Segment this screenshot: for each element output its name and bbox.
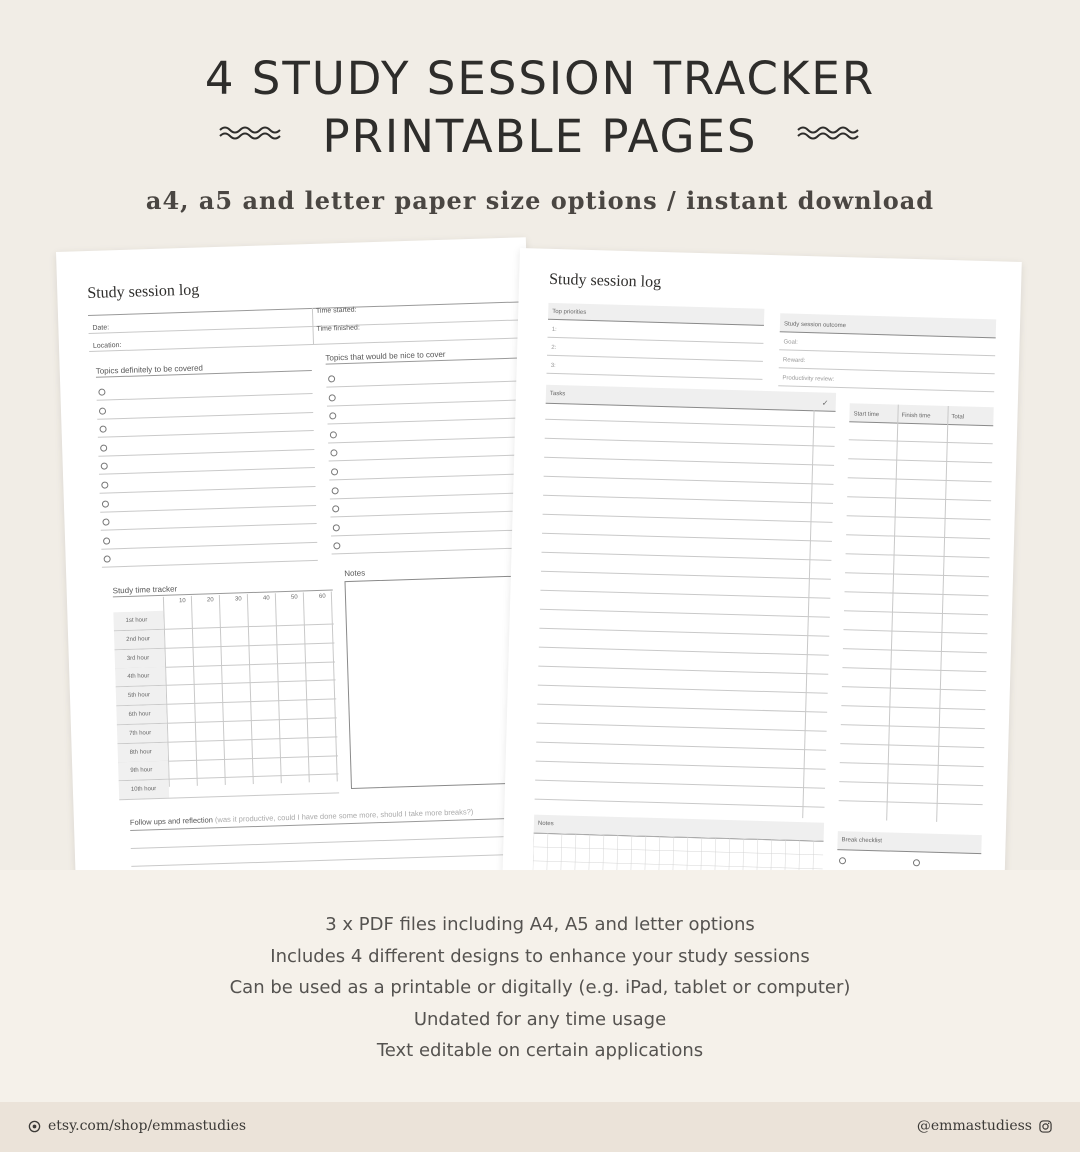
tracker-column-line (219, 595, 226, 785)
checkbox-circle (333, 524, 340, 531)
checklist-line (328, 417, 532, 424)
total-label: Total (951, 414, 965, 421)
task-line (540, 590, 830, 599)
priority-number: 2: (551, 344, 557, 352)
squiggle-right-ornament (796, 124, 862, 140)
checkbox-circle (330, 450, 337, 457)
feature-line: Includes 4 different designs to enhance your study sessions (270, 945, 810, 967)
top-priorities-label: Top priorities (552, 308, 587, 316)
checklist-line (329, 473, 533, 480)
task-line (544, 457, 834, 466)
time-log-line (839, 800, 983, 805)
minute-column-label: 60 (318, 593, 326, 600)
right-planner-page (502, 248, 1022, 902)
time-log-line (844, 610, 988, 615)
followups-hint: (was it productive, could I have done some more, should I take more breaks?) (214, 807, 474, 825)
checkbox-circle (333, 543, 340, 550)
time-log-line (845, 591, 989, 596)
time-log-line (845, 572, 989, 577)
minute-column-label: 40 (262, 595, 270, 602)
break-checkbox-circle (913, 859, 920, 866)
time-log-line (848, 458, 992, 463)
break-checkbox-circle (839, 857, 846, 864)
task-line (539, 647, 829, 656)
etsy-shop-icon (28, 1120, 41, 1133)
time-log-line (846, 534, 990, 539)
break-checklist-label: Break checklist (841, 837, 883, 845)
hour-row-label: 1st hour (125, 617, 148, 624)
header-rule (89, 319, 529, 334)
checklist-line (329, 455, 533, 462)
checklist-line (100, 486, 316, 494)
time-log-line (840, 762, 984, 767)
feature-line: Undated for any time usage (413, 1008, 667, 1030)
study-time-tracker-heading: Study time tracker (112, 584, 178, 596)
instagram-handle[interactable]: @emmastudiess (916, 1118, 1032, 1134)
checklist-line (330, 510, 534, 517)
checkbox-circle (101, 463, 108, 470)
header-rule (88, 301, 528, 316)
task-line (537, 723, 827, 732)
outcome-line (779, 367, 995, 374)
task-line (540, 609, 830, 618)
start-time-label: Start time (853, 411, 880, 419)
checklist-line (330, 492, 534, 499)
outcome-line (779, 349, 995, 356)
footer-bar (0, 1102, 1080, 1152)
productivity-review-label: Productivity review: (782, 375, 835, 383)
checklist-line (98, 430, 314, 438)
time-log-line (847, 515, 991, 520)
right-page-title: Study session log (548, 270, 662, 291)
priority-line (547, 355, 763, 362)
hour-row-label: 3rd hour (126, 654, 150, 662)
checklist-line (331, 529, 535, 536)
reward-label: Reward: (782, 357, 806, 365)
checklist-line (327, 399, 531, 406)
checkbox-circle (329, 394, 336, 401)
notes-heading: Notes (344, 568, 366, 579)
task-line (542, 533, 832, 542)
hour-row-label: 2nd hour (126, 636, 150, 643)
checkbox-circle (328, 375, 335, 382)
time-log-line (849, 439, 993, 444)
time-finished-label: Time finished: (316, 324, 360, 333)
checkbox-circle (330, 431, 337, 438)
instagram-icon (1039, 1120, 1052, 1133)
feature-line: 3 x PDF files including A4, A5 and letter options (325, 914, 755, 935)
checkbox-circle (104, 556, 111, 563)
topics-nice-heading: Topics that would be nice to cover (325, 349, 446, 363)
goal-label: Goal: (783, 339, 798, 346)
task-line (545, 419, 835, 428)
feature-line: Can be used as a printable or digitally (e.g. iPad, tablet or computer) (229, 977, 851, 999)
checkbox-circle (99, 426, 106, 433)
time-log-line (843, 648, 987, 653)
checkbox-circle (331, 468, 338, 475)
priority-number: 1: (551, 326, 557, 334)
checklist-line (98, 449, 314, 457)
task-line (541, 571, 831, 580)
checkbox-circle (103, 537, 110, 544)
check-column-divider (802, 410, 814, 818)
checklist-line (326, 380, 530, 387)
title-line-1: 4 STUDY SESSION TRACKER (204, 52, 876, 105)
time-log-line (848, 477, 992, 482)
header-rule (89, 337, 529, 352)
time-log-line (842, 667, 986, 672)
left-page-title: Study session log (87, 281, 200, 303)
hour-row-label: 8th hour (129, 748, 152, 756)
task-line (535, 780, 825, 789)
tracker-column-line (191, 596, 198, 786)
date-label: Date: (92, 324, 110, 332)
hour-row-label: 10th hour (130, 786, 157, 794)
task-line (543, 495, 833, 504)
minute-column-label: 50 (290, 594, 298, 601)
checklist-line (100, 505, 316, 513)
time-log-line (843, 629, 987, 634)
followups-line (131, 835, 531, 849)
time-log-line (841, 705, 985, 710)
right-notes-label: Notes (537, 820, 554, 828)
location-label: Location: (92, 341, 122, 350)
checkbox-circle (100, 444, 107, 451)
topics-definitely-heading: Topics definitely to be covered (95, 363, 204, 376)
tasks-bar (546, 385, 836, 412)
minute-column-label: 30 (234, 596, 242, 603)
checklist-line (328, 436, 532, 443)
checklist-line (101, 542, 317, 550)
hour-row-label: 9th hour (130, 767, 153, 775)
check-column-icon: ✓ (821, 398, 829, 408)
outcome-label: Study session outcome (783, 321, 847, 330)
checklist-line (101, 523, 317, 531)
task-line (542, 552, 832, 561)
followups-label: Follow ups and reflection (129, 815, 214, 827)
checklist-line (97, 412, 313, 420)
tracker-column-line (275, 593, 282, 783)
task-line (536, 761, 826, 770)
feature-line: Text editable on certain applications (376, 1040, 704, 1062)
time-log-line (847, 496, 991, 501)
checklist-line (99, 467, 315, 475)
title-line-2: PRINTABLE PAGES (322, 110, 758, 163)
time-log-line (839, 781, 983, 786)
followups-line (131, 853, 531, 867)
task-line (536, 742, 826, 751)
time-log-line (841, 724, 985, 729)
checkbox-circle (332, 505, 339, 512)
minute-column-label: 10 (178, 598, 186, 605)
time-log-line (842, 686, 986, 691)
finish-time-label: Finish time (901, 412, 931, 420)
task-line (538, 666, 828, 675)
time-log-line (840, 743, 984, 748)
task-line (537, 704, 827, 713)
tasks-label: Tasks (549, 390, 566, 398)
checkbox-circle (332, 487, 339, 494)
left-planner-page (56, 237, 546, 891)
checkbox-circle (98, 389, 105, 396)
tracker-column-line (303, 592, 310, 782)
priority-line (548, 337, 764, 344)
priority-number: 3: (550, 362, 556, 370)
priority-line (546, 373, 762, 380)
checklist-line (332, 547, 536, 554)
checkbox-circle (99, 407, 106, 414)
subtitle: a4, a5 and letter paper size options / instant download (145, 186, 935, 215)
task-line (539, 628, 829, 637)
tracker-column-line (247, 594, 254, 784)
time-started-label: Time started: (315, 306, 357, 315)
checkbox-circle (329, 412, 336, 419)
time-log-line (846, 553, 990, 558)
checkbox-circle (102, 519, 109, 526)
checklist-line (102, 560, 318, 568)
task-line (543, 514, 833, 523)
hour-row-label: 5th hour (127, 692, 151, 700)
tracker-column-line (331, 592, 338, 782)
checkbox-circle (102, 500, 109, 507)
task-line (538, 685, 828, 694)
checkbox-circle (101, 481, 108, 488)
hour-row-label: 4th hour (127, 673, 150, 681)
task-line (545, 438, 835, 447)
checklist-line (97, 393, 313, 401)
shop-link[interactable]: etsy.com/shop/emmastudies (48, 1118, 247, 1134)
hour-row-label: 6th hour (128, 711, 151, 718)
hour-row-label: 7th hour (129, 730, 152, 737)
task-line (535, 799, 825, 808)
task-line (544, 476, 834, 485)
minute-column-label: 20 (206, 597, 214, 604)
